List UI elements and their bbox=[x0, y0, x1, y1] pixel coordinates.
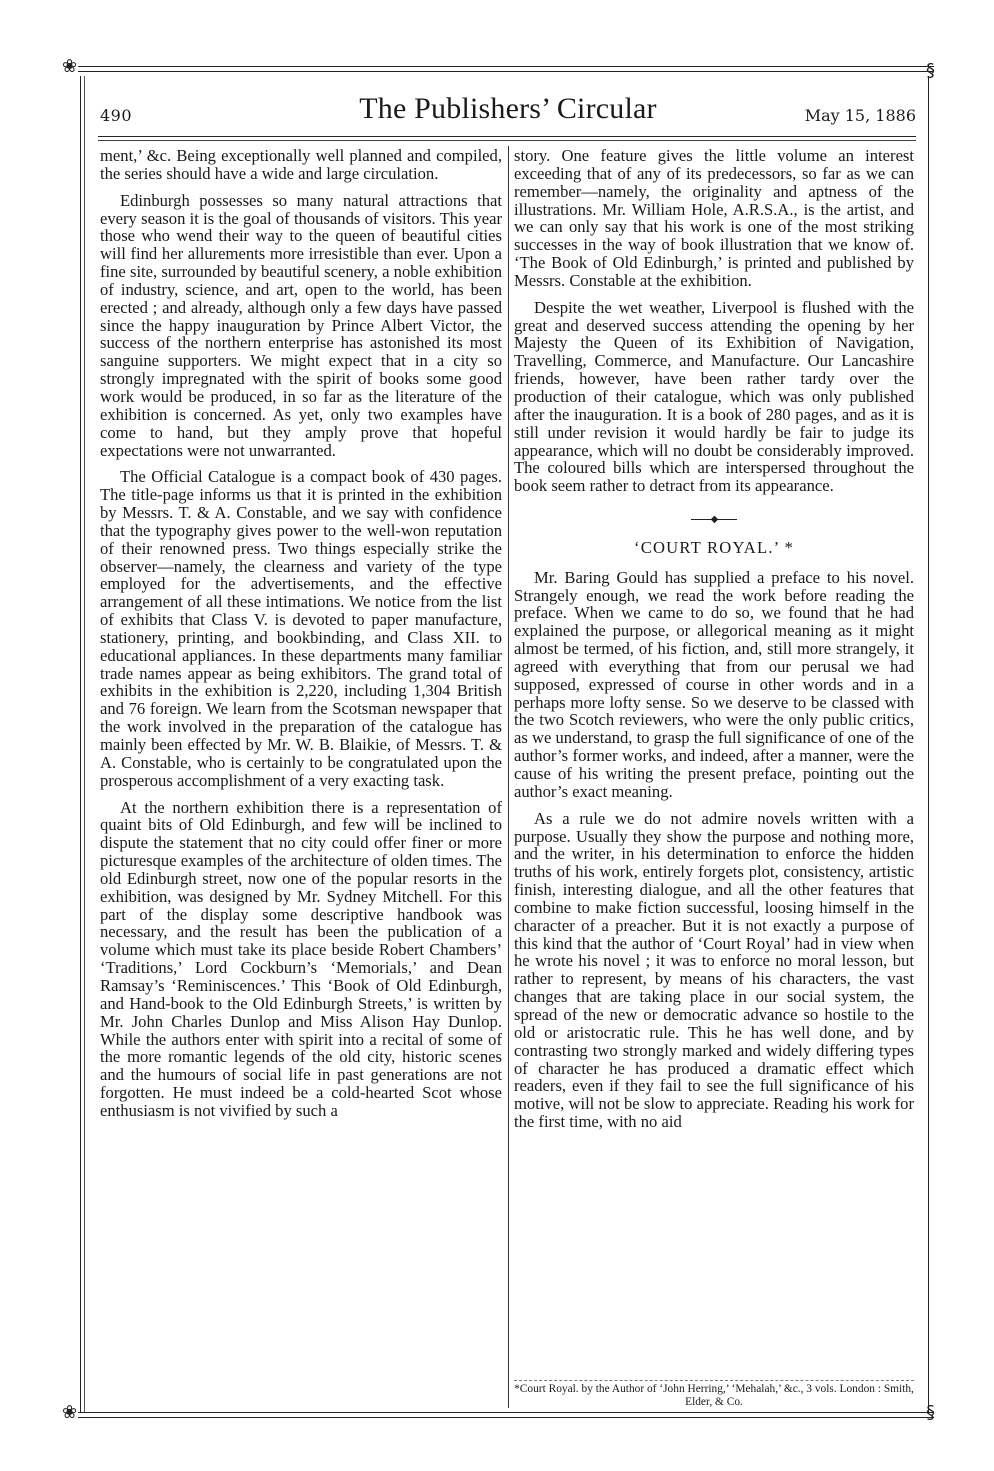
paragraph: story. One feature gives the little volume an interest exceeding that of any of its predecessors, so far as we can remember—namely, the originality and aptness of the illustrations. Mr. William Hole, A.R.S.A., is the artist, and we can only say that his work is one of the most striking successes in the way of book illustration that we know of. ‘The Book of Old Edinburgh,’ is printed and published by Messrs. Constable at the exhibition. bbox=[514, 146, 914, 290]
corner-ornament-icon: § bbox=[926, 1402, 935, 1423]
header-rule bbox=[98, 136, 916, 137]
corner-ornament-icon: ❀ bbox=[62, 56, 78, 77]
running-title: The Publishers’ Circular bbox=[359, 92, 657, 125]
right-border-rule bbox=[928, 76, 929, 1412]
section-separator-ornament: ◆ bbox=[514, 511, 914, 529]
footnote: *Court Royal. by the Author of ‘John Herring,’ ‘Mehalah,’ &c., 3 vols. London : Smith, Elder, & Co. bbox=[514, 1383, 914, 1408]
corner-ornament-icon: § bbox=[926, 60, 935, 81]
paragraph: At the northern exhibition there is a representation of quaint bits of Old Edinburgh, and few will be inclined to dispute the statement that no city could offer finer or more picturesque examples of the architecture of olden times. The old Edinburgh street, now one of the popular resorts in the exhibition, was designed by Mr. Sydney Mitchell. For this part of the display some descriptive handbook was necessary, and the result has been the publication of a volume which must take its place beside Robert Chambers’ ‘Traditions,’ Lord Cockburn’s ‘Memorials,’ and Dean Ramsay’s ‘Reminiscences.’ This ‘Book of Old Edinburgh, and Hand-book to the Old Edinburgh Streets,’ is written by Mr. John Charles Dunlop and Miss Alison Hay Dunlop. While the authors enter with spirit into a recital of some of the more romantic legends of the old city, historic scenes and the humours of social life in past generations are not forgotten. He must indeed be a cold-hearted Scot whose enthusiasm is not vivified by such a bbox=[100, 797, 502, 1120]
paragraph: Mr. Baring Gould has supplied a preface to his novel. Strangely enough, we read the work before reading the preface. When we came to do so, we found that he had explained the purpose, or allegorical meaning as it might almost be termed, of his fiction, and, still more strangely, it agreed with everything that from our perusal we had supposed, expressed of course in other words and in a perhaps more lofty sense. So we deserve to be classed with the two Scotch reviewers, who were the only public critics, as we understand, to grasp the full significance of one of the author’s former works, and indeed, after a manner, were the cause of his writing the present preface, pointing out the author’s exact meaning. bbox=[514, 567, 914, 801]
paragraph: As a rule we do not admire novels written with a purpose. Usually they show the purpose and nothing more, and the writer, in his determination to enforce the hidden truths of his work, entirely forgets plot, consistency, artistic finish, interesting dialogue, and all the other features that combine to make fiction successful, loosing himself in the character of a preacher. But it is not exactly a purpose of this kind that the author of ‘Court Royal’ had in view when he wrote his novel ; it was to enforce no moral lesson, but rather to represent, by means of his characters, the vast changes that are taking place in our social system, the spread of the new or democratic advance so hostile to the old or aristocratic rule. This he has well done, and by contrasting two strongly marked and widely differing types of character he has produced a dramatic effect which readers, even if they fail to see the full significance of his motive, will not be slow to appreciate. Reading his work for the first time, with no aid bbox=[514, 808, 914, 1132]
paragraph: Edinburgh possesses so many natural attractions that every season it is the goal of thousands of visitors. This year those who wend their way to the queen of beautiful cities will find her allurements more irresistible than ever. Upon a fine site, surrounded by beautiful scenery, a noble exhibition of industry, science, and art, open to the world, has been erected ; and already, although only a few days have passed since the happy inauguration by Prince Albert Victor, the success of the northern enterprise has astonished its most sanguine supporters. We might expect that in a city so strongly impregnated with the spirit of books some good work would be produced, in so far as the literature of the exhibition is concerned. As yet, only two examples have come to hand, but they amply prove that hopeful expectations were not unwarranted. bbox=[100, 190, 502, 460]
issue-date: May 15, 1886 bbox=[804, 106, 916, 125]
left-border-rule bbox=[80, 76, 81, 1412]
left-column bbox=[100, 147, 502, 1129]
paragraph: ment,’ &c. Being exceptionally well planned and compiled, the series should have a wide and large circulation. bbox=[100, 146, 502, 183]
bottom-ornamental-rule bbox=[78, 1411, 934, 1421]
paragraph: Despite the wet weather, Liverpool is flushed with the great and deserved success attending the opening by her Majesty the Queen of its Exhibition of Navigation, Travelling, Commerce, and Manufacture. Our Lancashire friends, however, have been rather tardy over the production of their catalogue, which was only published after the inauguration. It is a book of 280 pages, and as it is still under revision it would hardly be fair to judge its appearance, which will no doubt be considerably improved. The coloured bills which are interspersed throughout the book seem rather to detract from its appearance. bbox=[514, 297, 914, 496]
corner-ornament-icon: ❀ bbox=[62, 1402, 78, 1423]
left-border-inner-rule bbox=[84, 76, 85, 1412]
header-rule-thin bbox=[98, 140, 916, 141]
footnote-rule bbox=[514, 1380, 914, 1381]
paragraph: The Official Catalogue is a compact book of 430 pages. The title-page informs us that it is printed in the exhibition by Messrs. T. & A. Constable, and we say with confidence that the typography gives power to the well-won reputation of their renowned press. Two things especially strike the observer—namely, the clearness and variety of the type employed for the advertisements, and the effective arrangement of all these intimations. We notice from the list of exhibits that Class V. is devoted to paper manufacture, stationery, printing, and bookbinding, and Class XII. to educational appliances. In these departments many familiar trade names appear as being exhibitors. The grand total of exhibits in the exhibition is 2,220, including 1,304 British and 76 foreign. We learn from the Scotsman newspaper that the work involved in the preparation of the catalogue has mainly been effected by Mr. W. B. Blaikie, of Messrs. T. & A. Constable, who is certainly to be congratulated upon the prosperous accomplishment of a very exacting task. bbox=[100, 467, 502, 790]
section-title: ‘COURT ROYAL.’ * bbox=[633, 537, 795, 557]
column-divider bbox=[508, 146, 509, 1408]
page-number: 490 bbox=[100, 106, 133, 125]
top-ornamental-rule bbox=[78, 64, 934, 74]
right-column bbox=[514, 147, 914, 1137]
page-header bbox=[100, 92, 916, 132]
